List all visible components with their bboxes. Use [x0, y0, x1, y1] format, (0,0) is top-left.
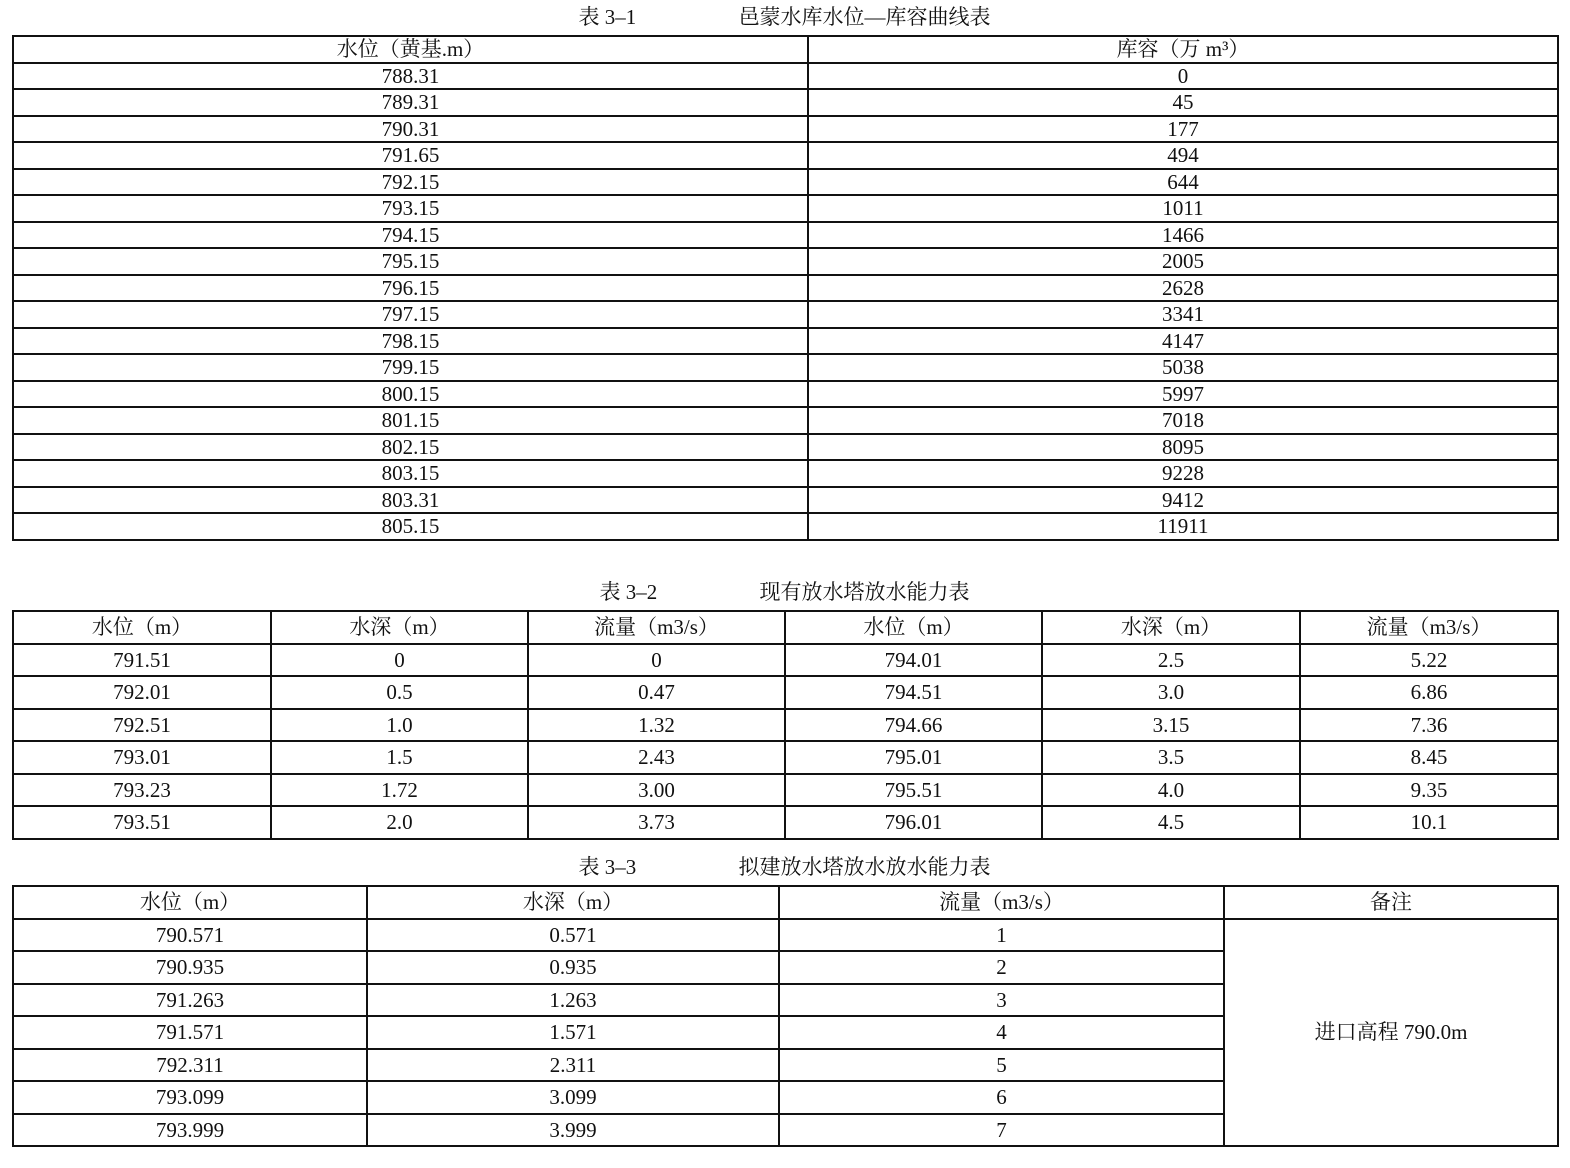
table2-cell: 6.86 [1300, 676, 1558, 709]
table1-row [13, 275, 1558, 302]
table1-row [13, 301, 1558, 328]
table3-cell: 793.099 [13, 1081, 367, 1114]
table3-cell: 791.263 [13, 984, 367, 1017]
table1-cell: 805.15 [13, 513, 808, 540]
table3-cell: 6 [779, 1081, 1224, 1114]
table2-cell: 3.00 [528, 774, 785, 807]
table1-row [13, 460, 1558, 487]
table3-row [13, 919, 1558, 952]
table2-cell: 0.47 [528, 676, 785, 709]
table2-row [13, 774, 1558, 807]
table1-cell: 788.31 [13, 63, 808, 90]
table1-cell: 2005 [808, 248, 1558, 275]
table3-header-cell: 流量（m3/s） [779, 886, 1224, 919]
table1-cell: 5997 [808, 381, 1558, 408]
table2-cell: 1.32 [528, 709, 785, 742]
table2-header-cell: 水深（m） [1042, 611, 1300, 644]
table2-row [13, 676, 1558, 709]
table2-cell: 3.0 [1042, 676, 1300, 709]
table1-cell: 795.15 [13, 248, 808, 275]
table1-cell: 802.15 [13, 434, 808, 461]
table2-cell: 0 [528, 644, 785, 677]
table2-number: 表 3–2 [599, 580, 658, 604]
table2-header-row [13, 611, 1558, 644]
table1-row [13, 354, 1558, 381]
table2-cell: 10.1 [1300, 806, 1558, 839]
table1-reservoir-capacity [12, 35, 1559, 541]
table1-cell: 798.15 [13, 328, 808, 355]
table2-header-cell: 流量（m3/s） [528, 611, 785, 644]
table3-cell: 5 [779, 1049, 1224, 1082]
table3-title: 拟建放水塔放水放水能力表 [738, 855, 991, 879]
table1-row [13, 381, 1558, 408]
table1-cell: 494 [808, 142, 1558, 169]
table2-cell: 1.0 [271, 709, 528, 742]
table2-cell: 792.51 [13, 709, 271, 742]
table1-row [13, 142, 1558, 169]
table2-cell: 2.5 [1042, 644, 1300, 677]
table1-cell: 11911 [808, 513, 1558, 540]
table2-cell: 794.51 [785, 676, 1042, 709]
table3-cell: 2 [779, 951, 1224, 984]
table1-cell: 8095 [808, 434, 1558, 461]
table1-cell: 177 [808, 116, 1558, 143]
table3-cell: 790.935 [13, 951, 367, 984]
table2-row [13, 709, 1558, 742]
table2-cell: 4.0 [1042, 774, 1300, 807]
table1-cell: 793.15 [13, 195, 808, 222]
table1-row [13, 195, 1558, 222]
table2-cell: 795.01 [785, 741, 1042, 774]
table2-header-cell: 水位（m） [13, 611, 271, 644]
table1-cell: 794.15 [13, 222, 808, 249]
table3-cell: 0.935 [367, 951, 779, 984]
table1-cell: 799.15 [13, 354, 808, 381]
table1-cell: 9412 [808, 487, 1558, 514]
table1-row [13, 487, 1558, 514]
table2-cell: 2.0 [271, 806, 528, 839]
table1-cell: 1011 [808, 195, 1558, 222]
table1-cell: 803.31 [13, 487, 808, 514]
table1-header-row [13, 36, 1558, 63]
table2-title: 现有放水塔放水能力表 [759, 580, 970, 604]
table1-caption [12, 2, 1557, 32]
table2-cell: 2.43 [528, 741, 785, 774]
table1-cell: 2628 [808, 275, 1558, 302]
table1-body [13, 63, 1558, 540]
table2-existing-tower-capacity [12, 610, 1559, 840]
table2-cell: 4.5 [1042, 806, 1300, 839]
table1-cell: 5038 [808, 354, 1558, 381]
table1-number: 表 3–1 [578, 5, 637, 29]
table2-cell: 8.45 [1300, 741, 1558, 774]
table3-cell: 792.311 [13, 1049, 367, 1082]
table2-header-cell: 流量（m3/s） [1300, 611, 1558, 644]
table2-cell: 9.35 [1300, 774, 1558, 807]
table2-body [13, 644, 1558, 839]
table2-cell: 3.73 [528, 806, 785, 839]
table2-cell: 7.36 [1300, 709, 1558, 742]
table1-header-cell: 水位（黄基.m） [13, 36, 808, 63]
table1-row [13, 328, 1558, 355]
table3-cell: 0.571 [367, 919, 779, 952]
table2-header-cell: 水位（m） [785, 611, 1042, 644]
table3-cell: 1.571 [367, 1016, 779, 1049]
table3-cell: 4 [779, 1016, 1224, 1049]
table3-cell: 791.571 [13, 1016, 367, 1049]
table3-body [13, 919, 1558, 1147]
table2-cell: 3.15 [1042, 709, 1300, 742]
table1-cell: 801.15 [13, 407, 808, 434]
table1-row [13, 407, 1558, 434]
table1-cell: 0 [808, 63, 1558, 90]
table1-cell: 644 [808, 169, 1558, 196]
table2-cell: 3.5 [1042, 741, 1300, 774]
table1-cell: 1466 [808, 222, 1558, 249]
table2-cell: 794.66 [785, 709, 1042, 742]
table2-caption [12, 577, 1557, 607]
table1-row [13, 222, 1558, 249]
table3-cell: 3.999 [367, 1114, 779, 1147]
table2-cell: 795.51 [785, 774, 1042, 807]
table2-cell: 1.5 [271, 741, 528, 774]
table1-cell: 803.15 [13, 460, 808, 487]
table3-cell: 3.099 [367, 1081, 779, 1114]
table2-cell: 793.01 [13, 741, 271, 774]
table2-cell: 793.23 [13, 774, 271, 807]
table1-cell: 791.65 [13, 142, 808, 169]
table1-header-cell: 库容（万 m³） [808, 36, 1558, 63]
table1-cell: 790.31 [13, 116, 808, 143]
table2-cell: 794.01 [785, 644, 1042, 677]
table1-row [13, 248, 1558, 275]
table1-row [13, 63, 1558, 90]
table1-cell: 7018 [808, 407, 1558, 434]
table3-header-cell: 水位（m） [13, 886, 367, 919]
table1-cell: 789.31 [13, 89, 808, 116]
table2-cell: 1.72 [271, 774, 528, 807]
table2-cell: 793.51 [13, 806, 271, 839]
table1-cell: 792.15 [13, 169, 808, 196]
table3-header-row [13, 886, 1558, 919]
table1-row [13, 434, 1558, 461]
table3-cell: 793.999 [13, 1114, 367, 1147]
table2-cell: 0 [271, 644, 528, 677]
table1-row [13, 89, 1558, 116]
table1-row [13, 513, 1558, 540]
table2-header-cell: 水深（m） [271, 611, 528, 644]
table3-header-cell: 备注 [1224, 886, 1558, 919]
table1-cell: 3341 [808, 301, 1558, 328]
table2-cell: 796.01 [785, 806, 1042, 839]
table2-row [13, 806, 1558, 839]
table1-cell: 45 [808, 89, 1558, 116]
table3-caption [12, 852, 1557, 882]
table2-row [13, 741, 1558, 774]
table1-title: 邑蒙水库水位—库容曲线表 [738, 5, 991, 29]
table3-cell: 1.263 [367, 984, 779, 1017]
table3-planned-tower-capacity [12, 885, 1559, 1147]
table3-remark-cell: 进口高程 790.0m [1224, 919, 1558, 1147]
table1-cell: 800.15 [13, 381, 808, 408]
table3-cell: 2.311 [367, 1049, 779, 1082]
table2-cell: 5.22 [1300, 644, 1558, 677]
table3-cell: 1 [779, 919, 1224, 952]
table1-cell: 9228 [808, 460, 1558, 487]
table3-number: 表 3–3 [578, 855, 637, 879]
table1-row [13, 116, 1558, 143]
table2-row [13, 644, 1558, 677]
table1-row [13, 169, 1558, 196]
table3-cell: 7 [779, 1114, 1224, 1147]
table3-header-cell: 水深（m） [367, 886, 779, 919]
table3-cell: 3 [779, 984, 1224, 1017]
table1-cell: 797.15 [13, 301, 808, 328]
table1-cell: 796.15 [13, 275, 808, 302]
table2-cell: 792.01 [13, 676, 271, 709]
table1-cell: 4147 [808, 328, 1558, 355]
table3-cell: 790.571 [13, 919, 367, 952]
table2-cell: 791.51 [13, 644, 271, 677]
table2-cell: 0.5 [271, 676, 528, 709]
